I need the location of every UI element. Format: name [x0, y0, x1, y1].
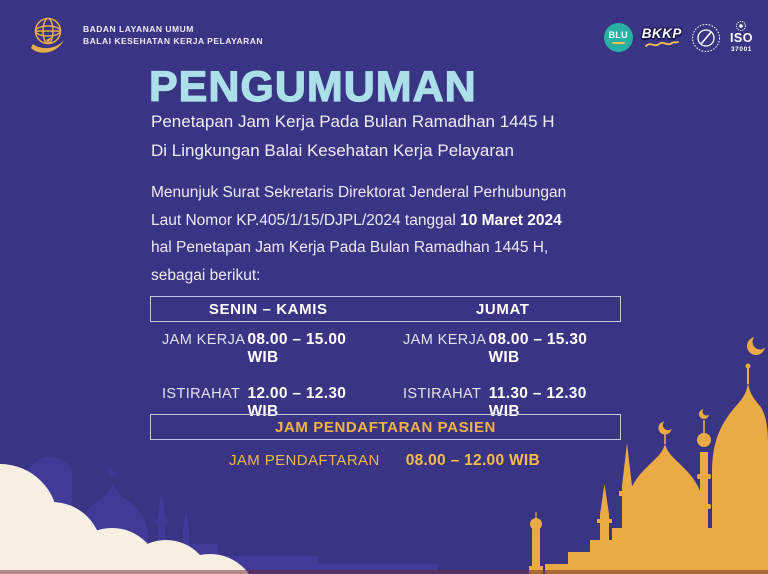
bkkp-logo-label: BKKP [641, 25, 682, 41]
blu-badge [604, 23, 633, 52]
registration-label: JAM PENDAFTARAN [228, 452, 380, 469]
istirahat-value: 11.30 – 12.30 WIB [488, 385, 587, 420]
blu-badge-label: BLU [608, 30, 628, 40]
badge-row [604, 20, 753, 55]
body-paragraph [151, 179, 566, 289]
body-line2: Laut Nomor KP.405/1/15/DJPL/2024 tanggal 10 Maret 2024 [151, 211, 562, 229]
bkkp-tagline-script-icon [644, 40, 680, 49]
istirahat-value: 12.00 – 12.30 WIB [247, 385, 347, 420]
iso-37001-badge [730, 20, 753, 55]
blu-badge-underline [612, 42, 625, 45]
body-line1: Menunjuk Surat Sekretaris Direktorat Jenderal Perhubungan [151, 184, 567, 201]
table-row [150, 331, 622, 367]
schedule-column-header-senin-kamis: SENIN – KAMIS [208, 300, 328, 318]
jam-kerja-value: 08.00 – 15.30 WIB [488, 331, 588, 366]
jam-kerja-label: JAM KERJA [403, 332, 487, 348]
schedule-header-box [150, 296, 621, 322]
org-name-line1: BADAN LAYANAN UMUM [83, 24, 194, 34]
registration-row [150, 452, 619, 470]
body-line3: hal Penetapan Jam Kerja Pada Bulan Ramadhan 1445 H, [151, 239, 549, 256]
iso-label: ISO [729, 31, 753, 45]
org-header [26, 13, 263, 57]
jam-kerja-label: JAM KERJA [162, 332, 246, 348]
registration-header-label: JAM PENDAFTARAN PASIEN [275, 418, 496, 436]
registration-header-box [150, 414, 621, 440]
bkkp-logo [642, 27, 682, 49]
jumat-jam-kerja [381, 331, 622, 367]
page-title: PENGUMUMAN [149, 63, 477, 111]
certification-badge-icon [691, 23, 721, 53]
jam-kerja-value: 08.00 – 15.00 WIB [247, 331, 347, 366]
org-name-line2: BALAI KESEHATAN KERJA PELAYARAN [83, 36, 264, 46]
subtitle-line2: Di Lingkungan Balai Kesehatan Kerja Pelayaran [151, 140, 514, 160]
subtitle-line1: Penetapan Jam Kerja Pada Bulan Ramadhan 1445 H [151, 112, 555, 131]
schedule-column-header-jumat: JUMAT [475, 300, 530, 318]
iso-number: 37001 [730, 46, 753, 53]
page-subtitle [151, 108, 555, 165]
cloud-decoration [0, 424, 330, 574]
bottom-edge-strip [0, 570, 768, 574]
senin-kamis-jam-kerja [150, 331, 381, 367]
istirahat-label: ISTIRAHAT [162, 386, 241, 402]
registration-value: 08.00 – 12.00 WIB [405, 452, 541, 469]
transport-ministry-logo-icon [26, 13, 70, 57]
istirahat-label: ISTIRAHAT [403, 386, 482, 402]
body-date-bold: 10 Maret 2024 [460, 211, 562, 229]
body-line4: sebagai berikut: [151, 266, 261, 284]
